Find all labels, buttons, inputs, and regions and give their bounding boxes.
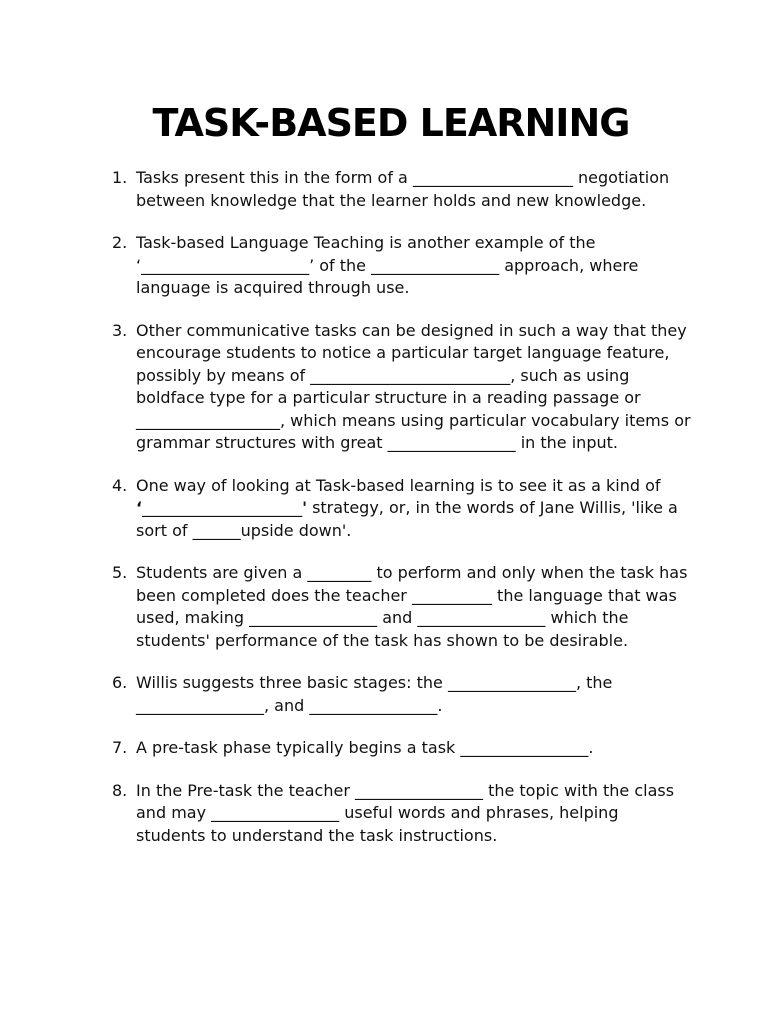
- question-number: 3.: [112, 320, 128, 340]
- question-number: 8.: [112, 780, 128, 800]
- question-number: 5.: [112, 563, 128, 582]
- question-item-8: [112, 780, 692, 848]
- question-text: Tasks present this in the form of a ____________________ negotiation between knowledge that the learner holds and new knowledge.: [136, 168, 670, 210]
- question-text: Task-based Language Teaching is another example of the ‘_____________________’ of the ________________ approach, where language is acquired through use.: [136, 233, 639, 297]
- question-item-3: [112, 320, 692, 455]
- page-title: TASK-BASED LEARNING: [152, 101, 630, 145]
- question-text: [136, 475, 692, 543]
- question-text: Students are given a ________ to perform and only when the task has been completed does the teacher __________ the language that was used, making ________________ and ________________ which the students' performance of the task has shown to be desirable.: [136, 563, 688, 650]
- question-item-4: [112, 475, 692, 543]
- question-number: 4.: [112, 475, 128, 495]
- question-number: 2.: [112, 233, 128, 252]
- question-text: Other communicative tasks can be designed in such a way that they encourage students to notice a particular target language feature, possibly by means of _________________________, such as using boldface type for a particular structure in a reading passage or __________________, which means using particular vocabulary items or grammar structures with great ________________ in the input.: [136, 320, 691, 452]
- question-list: [112, 167, 692, 867]
- open-quote: ‘: [136, 498, 143, 517]
- close-quote: ': [302, 498, 307, 517]
- answer-blank: ____________________: [142, 498, 303, 517]
- question-text: A pre-task phase typically begins a task ________________.: [136, 738, 594, 757]
- question-text: Willis suggests three basic stages: the ________________, the ________________, and ________________.: [136, 673, 613, 715]
- question-item-5: [112, 562, 692, 652]
- question-item-2: [112, 232, 692, 300]
- question-number: 7.: [112, 738, 128, 757]
- question-text: In the Pre-task the teacher ________________ the topic with the class and may ________________ useful words and phrases, helping students to understand the task instructions.: [136, 780, 675, 845]
- question-item-7: [112, 737, 692, 760]
- question-number: 1.: [112, 168, 128, 187]
- question-number: 6.: [112, 673, 128, 692]
- question-item-6: [112, 672, 692, 717]
- question-text-after: strategy, or, in the words of Jane Willis, 'like a sort of ______upside down'.: [136, 498, 678, 540]
- question-item-1: [112, 167, 692, 212]
- question-text-before: One way of looking at Task-based learning is to see it as a kind of: [136, 475, 661, 495]
